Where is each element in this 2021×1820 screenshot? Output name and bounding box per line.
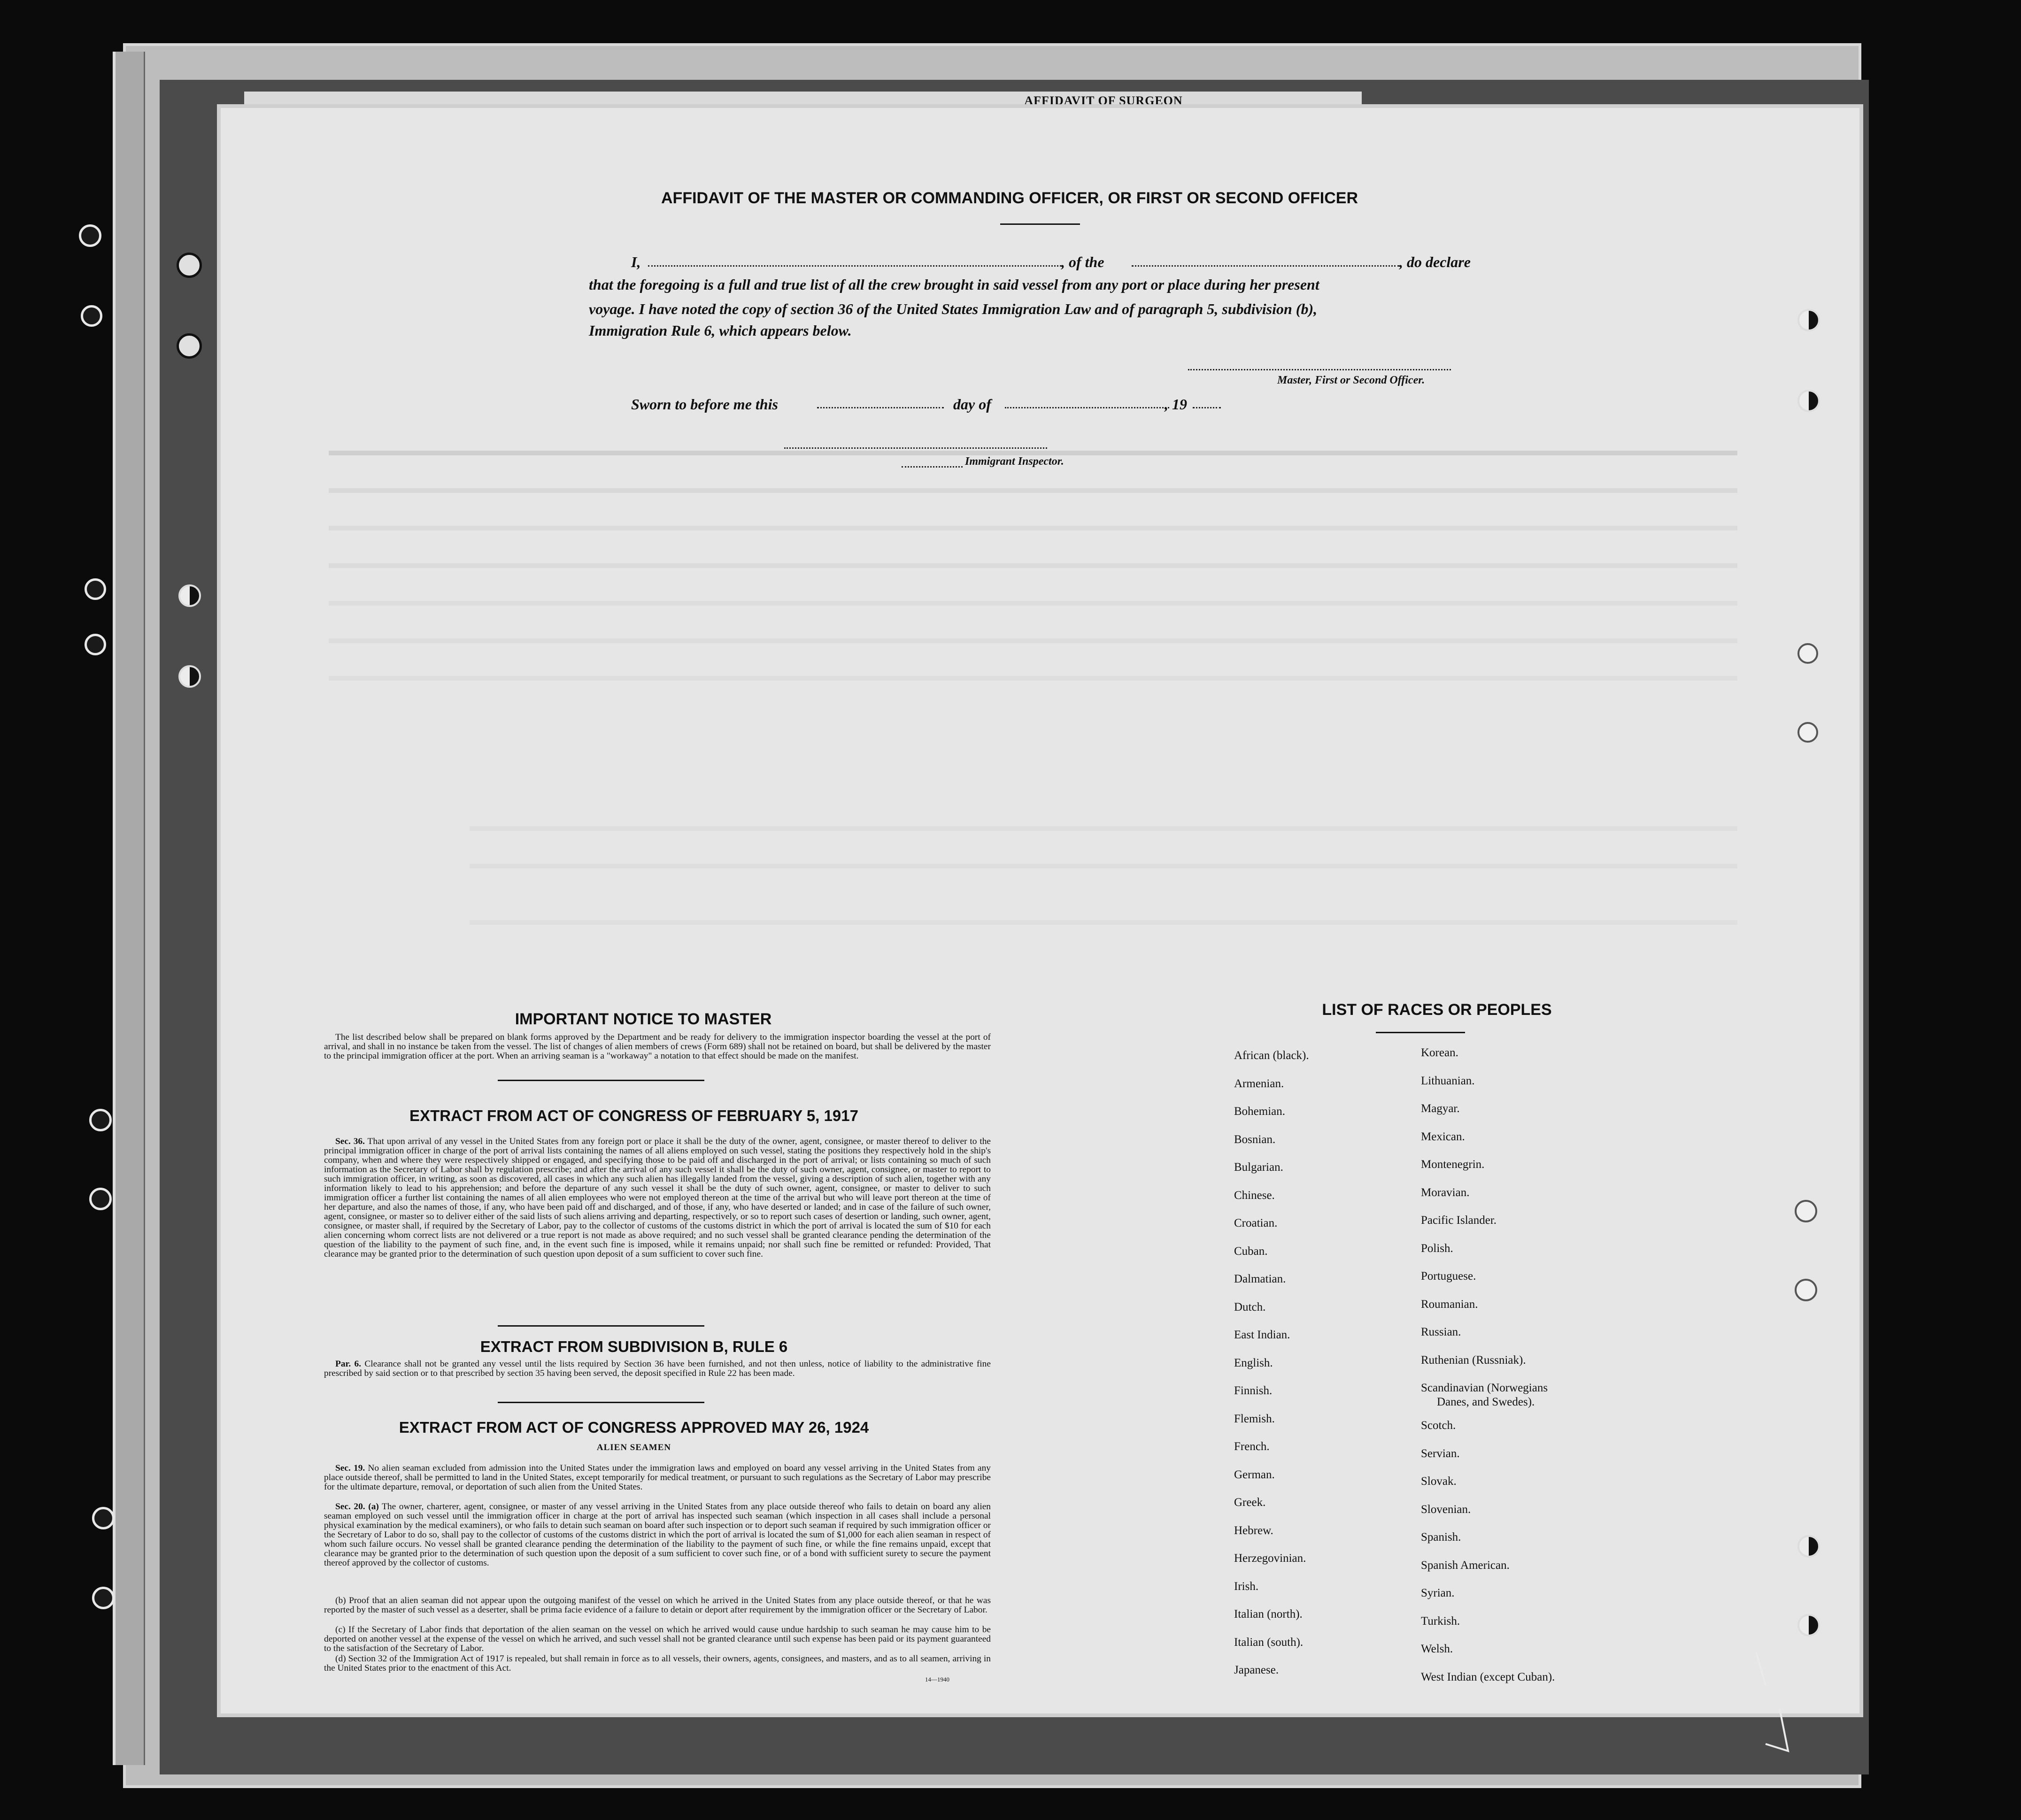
punch-hole [1795,1200,1817,1222]
race-item: Armenian. [1234,1077,1284,1090]
inspector-label: Immigrant Inspector. [965,455,1064,468]
binder-edge [113,52,145,1765]
binder-hole [89,1109,112,1131]
paragraph-6-text [324,1359,991,1378]
binder-hole [92,1587,115,1609]
race-item: Servian. [1421,1447,1460,1460]
race-item: Bohemian. [1234,1105,1286,1118]
affidavit-title: AFFIDAVIT OF THE MASTER OR COMMANDING OFFICER, OR FIRST OR SECOND OFFICER [661,189,1358,207]
section-36-body: That upon arrival of any vessel in the United States from any foreign port or place it shall be the duty of the owner, agent, consignee, or master thereof to deliver to the principal immigration officer in charge of the port of arrival lists containing the names of all aliens employed on such vessel, stating the positions they respectively hold in the ship's company, when and where they were respectively shipped or engaged, and specifying those to be paid off and discharged in the port of arrival; or lists containing so much of such information as the Secretary of Labor shall by regulation prescribe; and after the arrival of any such vessel it shall be the duty of such owner, agent, consignee, or master to report to such immigration officer, in writing, as soon as discovered, all cases in which any such alien has illegally landed from the vessel, giving a description of such alien, together with any information likely to lead to his apprehension; and before the departure of any such vessel it shall be the duty of such owner, agent, consignee, or master to deliver to such immigration officer a further list containing the names of all alien employees who were not employed thereon at the time of the arrival but who will leave port thereon at the time of her departure, and also the names of those, if any, who have been paid off and discharged, and of those, if any, who have deserted or landed; and in case of the failure of such owner, agent, consignee, or master so to deliver either of the said lists of such aliens arriving and departing, respectively, or so to report such cases of desertion or landing, such owner, agent, consignee, or master shall, if required by the Secretary of Labor, pay to the collector of customs of the customs district in which the port of arrival is located the sum of $10 for each alien concerning whom correct lists are not delivered or a true report is not made as above required; and no such vessel shall be granted clearance pending the determination of the question of the liability to the payment of such fine, and, in the event such fine is imposed, while it remains unpaid; nor shall such fine be remitted or refunded: Provided, That clearance may be granted prior to the determination of such question upon deposit of a sum sufficient to cover such fine. [324,1137,991,1259]
binder-hole [85,634,106,655]
section-20a-text [324,1502,991,1568]
inspector-signature-field[interactable] [784,447,1047,449]
race-item: Portuguese. [1421,1270,1476,1282]
race-item: Syrian. [1421,1587,1455,1599]
race-item: East Indian. [1234,1329,1290,1341]
section-20-label: Sec. 20. (a) [335,1502,379,1512]
paragraph-6-label: Par. 6. [335,1359,362,1369]
signature-label: Master, First or Second Officer. [1277,374,1425,386]
affidavit-line-4: Immigration Rule 6, which appears below. [589,322,852,339]
race-item: Irish. [1234,1580,1259,1593]
sworn-prefix: Sworn to before me this [631,396,778,413]
sworn-year-label: , 19 [1165,396,1187,413]
sworn-month-field[interactable] [1005,407,1169,408]
race-item: Hebrew. [1234,1524,1273,1537]
race-item: English. [1234,1356,1273,1369]
race-item: Welsh. [1421,1643,1453,1655]
binder-hole [79,224,101,247]
section-20b-text: (b) Proof that an alien seaman did not appear upon the outgoing manifest of the vessel on which he arrived in the United States from any place outside thereof, or that he was reported by the master of such vessel as a deserter, shall be prima facie evidence of a failure to detain or deport after requirement by the immigration officer or the Secretary of Labor. [324,1596,991,1615]
punch-hole [1797,390,1820,412]
section-19-label: Sec. 19. [335,1463,365,1473]
race-item: Italian (south). [1234,1636,1304,1649]
race-item: Mexican. [1421,1130,1465,1143]
divider [498,1080,704,1081]
punch-hole [1797,1535,1820,1558]
alien-seamen-subtitle: ALIEN SEAMEN [596,1443,671,1452]
race-item: Herzegovinian. [1234,1552,1306,1565]
declare-suffix: , do declare [1399,253,1471,270]
section-20d-text: (d) Section 32 of the Immigration Act of 1917 is repealed, but shall remain in force as to all vessels, their owners, agents, consignees, and masters, and as to all seamen, arriving in the United States prior to the enactment of this Act. [324,1654,991,1673]
punch-hole [1795,1279,1817,1301]
race-item: Spanish. [1421,1531,1461,1544]
pencil-mark [1747,1643,1803,1765]
section-19-body: No alien seaman excluded from admission into the United States under the immigration laws and employed on board any vessel arriving in the United States from any place outside thereof, shall be permitted to land in the United States, except temporarily for medical treatment, or pursuant to such regulations as the Secretary of Labor may prescribe for the ultimate departure, removal, or deportation of such alien from the United States. [324,1463,991,1492]
binder-hole [89,1188,112,1210]
race-item: Magyar. [1421,1102,1460,1115]
race-item: French. [1234,1440,1270,1453]
race-item: Spanish American. [1421,1559,1510,1572]
race-item: African (black). [1234,1049,1309,1062]
race-item: Slovenian. [1421,1503,1471,1516]
race-item: Croatian. [1234,1217,1278,1229]
declarant-name-field[interactable] [648,265,1061,267]
vessel-prefix: , of the [1061,253,1104,270]
extract-1924-title: EXTRACT FROM ACT OF CONGRESS APPROVED MAY 26, 1924 [399,1419,869,1436]
notice-title: IMPORTANT NOTICE TO MASTER [515,1010,772,1028]
race-item: Montenegrin. [1421,1158,1485,1171]
affidavit-line-3: voyage. I have noted the copy of section 36 of the United States Immigration Law and of paragraph 5, subdivision (b), [589,300,1318,317]
punch-hole [1797,309,1820,331]
affidavit-line-2: that the foregoing is a full and true list of all the crew brought in said vessel from any port or place during her present [589,276,1319,293]
race-item: Pacific Islander. [1421,1214,1497,1227]
sworn-day-label: day of [953,396,991,413]
race-item: Italian (north). [1234,1608,1303,1620]
divider [1000,223,1080,225]
sworn-day-field[interactable] [817,407,944,408]
race-item: Dalmatian. [1234,1273,1286,1285]
divider [498,1325,704,1327]
extract-1917-title: EXTRACT FROM ACT OF CONGRESS OF FEBRUARY 5, 1917 [409,1107,858,1124]
race-item: Korean. [1421,1046,1458,1059]
paragraph-6-body: Clearance shall not be granted any vessel until the lists required by Section 36 have been furnished, and not then unless, notice of liability to the administrative fine prescribed by said section or to that prescribed by section 35 having been served, the deposit specified in Rule 22 has been made. [324,1359,991,1378]
race-item: Danes, and Swedes). [1437,1396,1535,1408]
race-item: Polish. [1421,1242,1453,1255]
race-item: Scandinavian (Norwegians [1421,1382,1548,1394]
race-item: Japanese. [1234,1664,1279,1676]
section-36-label: Sec. 36. [335,1137,365,1146]
section-19-text [324,1464,991,1492]
race-item: West Indian (except Cuban). [1421,1670,1555,1683]
race-item: Ruthenian (Russniak). [1421,1353,1526,1367]
punch-hole [178,584,201,607]
binder-hole [81,305,102,327]
race-item: Flemish. [1234,1412,1275,1425]
underlying-page-title: AFFIDAVIT OF SURGEON [1024,94,1183,108]
master-signature-field[interactable] [1188,369,1451,370]
notice-body: The list described below shall be prepared on blank forms approved by the Department and be ready for delivery to the immigration inspector boarding the vessel at the port of arrival, and shall in no instance be taken from the vessel. The list of changes of alien members of crews (Form 689) shall not be retained on board, but shall be delivered by the master to the principal immigration officer at the port. When an arriving seaman is a "workaway" a notation to that effect should be made on the manifest. [324,1032,991,1061]
vessel-name-field[interactable] [1132,265,1399,267]
race-item: Turkish. [1421,1614,1460,1628]
race-item: Cuban. [1234,1244,1268,1258]
race-item: Lithuanian. [1421,1074,1475,1087]
race-item: Dutch. [1234,1300,1266,1313]
section-36-text [324,1137,991,1259]
race-item: Scotch. [1421,1419,1456,1432]
race-item: Finnish. [1234,1384,1273,1397]
race-item: Chinese. [1234,1189,1275,1202]
declarant-prefix: I, [631,253,641,270]
punch-hole [177,253,202,278]
form-number: 14—1940 [925,1676,949,1683]
punch-hole [1797,1614,1820,1636]
sworn-year-field[interactable] [1193,407,1221,408]
race-item: Moravian. [1421,1186,1470,1199]
race-item: Greek. [1234,1496,1266,1509]
race-item: Roumanian. [1421,1298,1478,1311]
race-item: Russian. [1421,1326,1461,1338]
subdivision-title: EXTRACT FROM SUBDIVISION B, RULE 6 [480,1338,788,1355]
section-20a-body: The owner, charterer, agent, consignee, or master of any vessel arriving in the United States from any place outside thereof who fails to detain on board any alien seaman employed on such vessel until the immigration officer in charge at the port of arrival has inspected such seaman (which inspection in all cases shall include a personal physical examination by the medical examiners), or who fails to detain such seaman on board after such inspection or to deport such seaman if required by such immigration officer or the Secretary of Labor to do so, shall pay to the collector of customs of the customs district in which the port of arrival is located the sum of $1,000 for each alien seaman in respect of whom such failure occurs. No vessel shall be granted clearance pending the determination of the liability to the payment of such fine, or while the fine remains unpaid, except that clearance may be granted prior to the determination of such question upon the deposit of a sum sufficient to cover such fine, or of a bond with sufficient surety to secure the payment thereof approved by the collector of customs. [324,1502,991,1568]
punch-hole [177,333,202,359]
race-item: Slovak. [1421,1475,1457,1488]
punch-hole [1797,643,1818,664]
binder-hole [85,578,106,600]
divider [498,1402,704,1403]
race-item: Bosnian. [1234,1133,1276,1146]
races-title: LIST OF RACES OR PEOPLES [1322,1001,1552,1019]
inspector-signature-field-2[interactable] [902,466,963,468]
section-20c-text: (c) If the Secretary of Labor finds that deportation of the alien seaman on the vessel on which he arrived would cause undue hardship to such seaman he may cause him to be deported on another vessel at the expense of the vessel on which he arrived, and such vessel shall not be granted clearance until such expense has been paid or its payment guaranteed to the satisfaction of the Secretary of Labor. [324,1625,991,1653]
punch-hole [1797,722,1818,743]
punch-hole [178,665,201,688]
race-item: German. [1234,1468,1275,1481]
divider [1376,1032,1465,1033]
binder-hole [92,1507,115,1529]
race-item: Bulgarian. [1234,1161,1283,1174]
